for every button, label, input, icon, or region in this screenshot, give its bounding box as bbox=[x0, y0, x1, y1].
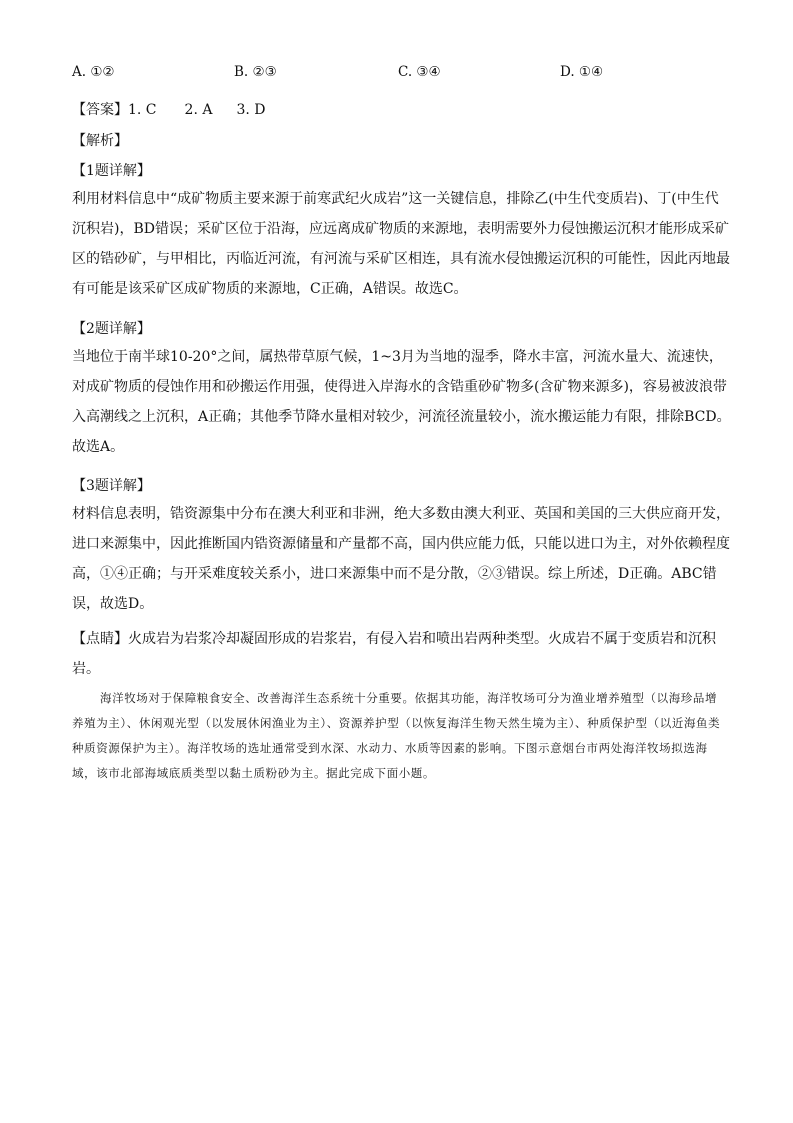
answer-options bbox=[72, 64, 732, 86]
option-b: B. ②③ bbox=[234, 64, 277, 80]
tip-paragraph bbox=[72, 624, 732, 684]
q1-explanation: 利用材料信息中“成矿物质主要来源于前寒武纪火成岩”这一关键信息，排除乙(中生代变质岩)、丁(中生代沉积岩)，BD错误；采矿区位于沿海，应远离成矿物质的来源地，表明需要外力侵蚀搬运沉积才能形成采矿区的锆砂矿，与甲相比，丙临近河流，有河流与采矿区相连，具有流水侵蚀搬运沉积的可能性，因此丙地最有可能是该采矿区成矿物质的来源地，C正确，A错误。故选C。 bbox=[72, 191, 730, 297]
answer-q2: 2. A bbox=[184, 102, 213, 118]
answer-label: 【答案】 bbox=[72, 102, 128, 118]
option-c: C. ③④ bbox=[398, 64, 441, 80]
q2-explanation: 当地位于南半球10-20°之间，属热带草原气候，1~3月为当地的湿季，降水丰富，河流水量大、流速快，对成矿物质的侵蚀作用和砂搬运作用强，使得进入岸海水的含锆重砂矿物多(含矿物来源多)，容易被波浪带入高潮线之上沉积，A正确；其他季节降水量相对较少，河流径流量较小，流水搬运能力有限，排除BCD。故选A。 bbox=[72, 349, 731, 455]
tip-label: 【点睛】 bbox=[72, 631, 128, 647]
q3-explanation: 材料信息表明，锆资源集中分布在澳大利亚和非洲，绝大多数由澳大利亚、英国和美国的三大供应商开发，进口来源集中，因此推断国内锆资源储量和产量都不高，国内供应能力低，只能以进口为主，对外依赖程度高，①④正确；与开采难度较关系小，进口来源集中而不是分散，②③错误。综上所述，D正确。ABC错误，故选D。 bbox=[72, 506, 730, 612]
q1-heading: 【1题详解】 bbox=[72, 163, 151, 179]
answer-line bbox=[72, 99, 266, 119]
tip-text: 火成岩为岩浆冷却凝固形成的岩浆岩，有侵入岩和喷出岩两种类型。火成岩不属于变质岩和沉积岩。 bbox=[72, 631, 716, 677]
material-text: 海洋牧场对于保障粮食安全、改善海洋生态系统十分重要。依据其功能，海洋牧场可分为渔业增养殖型（以海珍品增养殖为主）、休闲观光型（以发展休闲渔业为主）、资源养护型（以恢复海洋生物天然生境为主）、种质保护型（以近海鱼类种质资源保护为主）。海洋牧场的选址通常受到水深、水动力、水质等因素的影响。下图示意烟台市两处海洋牧场拟选海域，该市北部海域底质类型以黏土质粉砂为主。据此完成下面小题。 bbox=[72, 691, 721, 780]
analysis-label: 【解析】 bbox=[72, 133, 128, 149]
answer-q3: 3. D bbox=[236, 102, 266, 118]
option-d: D. ①④ bbox=[560, 64, 604, 80]
answer-q1: 1. C bbox=[128, 102, 157, 118]
q3-heading: 【3题详解】 bbox=[72, 478, 151, 494]
option-a: A. ①② bbox=[72, 64, 115, 80]
q2-heading: 【2题详解】 bbox=[72, 321, 151, 337]
material-paragraph bbox=[72, 686, 724, 786]
